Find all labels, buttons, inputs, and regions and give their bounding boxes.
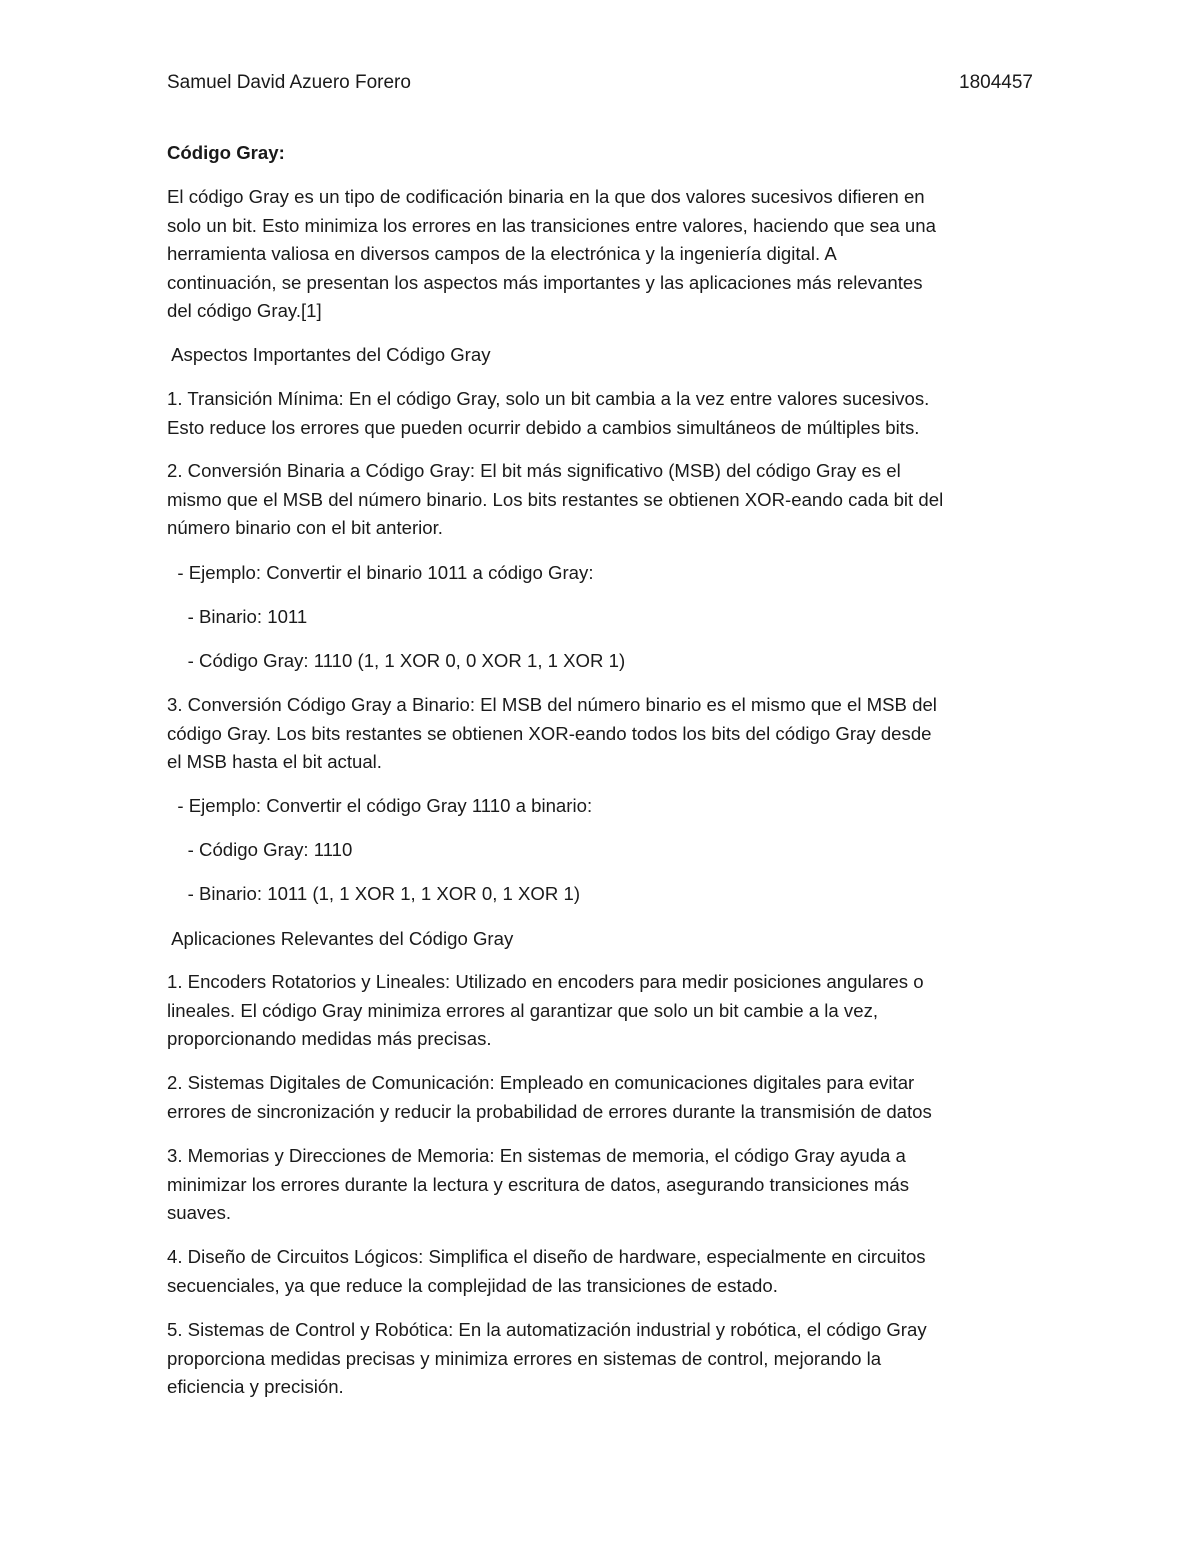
example-2-gray: - Código Gray: 1110 xyxy=(167,839,353,860)
text-line: 3. Memorias y Direcciones de Memoria: En sistemas de memoria, el código Gray ayuda a xyxy=(167,1145,906,1166)
text-line: 2. Sistemas Digitales de Comunicación: Empleado en comunicaciones digitales para evitar xyxy=(167,1072,915,1093)
text-line: 1. Transición Mínima: En el código Gray, solo un bit cambia a la vez entre valores sucesivos. xyxy=(167,388,930,409)
text-line: proporciona medidas precisas y minimiza errores en sistemas de control, mejorando la xyxy=(167,1347,882,1369)
text-line: 3. Conversión Código Gray a Binario: El MSB del número binario es el mismo que el MSB del xyxy=(167,694,937,715)
header-student-id: 1804457 xyxy=(959,72,1033,93)
text-line: 2. Conversión Binaria a Código Gray: El bit más significativo (MSB) del código Gray es el xyxy=(167,460,901,481)
text-line: 5. Sistemas de Control y Robótica: En la automatización industrial y robótica, el código Gray xyxy=(167,1319,927,1340)
text-line: proporcionando medidas más precisas. xyxy=(167,1028,492,1049)
example-1-intro: - Ejemplo: Convertir el binario 1011 a código Gray: xyxy=(167,562,594,583)
aspect-item-2 xyxy=(167,457,1047,543)
text-line: El código Gray es un tipo de codificación binaria en la que dos valores sucesivos difieren en xyxy=(167,186,925,207)
text-line: secuenciales, ya que reduce la complejidad de las transiciones de estado. xyxy=(167,1274,778,1296)
text-line: el MSB hasta el bit actual. xyxy=(167,751,382,772)
text-line: errores de sincronización y reducir la probabilidad de errores durante la transmisión de datos xyxy=(167,1100,932,1122)
text-line: mismo que el MSB del número binario. Los bits restantes se obtienen XOR-eando cada bit del xyxy=(167,488,944,510)
example-2-intro: - Ejemplo: Convertir el código Gray 1110 a binario: xyxy=(167,795,593,816)
text-line: del código Gray.[1] xyxy=(167,300,322,321)
document-title: Código Gray: xyxy=(167,142,285,163)
text-line: minimizar los errores durante la lectura y escritura de datos, asegurando transiciones más xyxy=(167,1173,910,1195)
example-1-gray: - Código Gray: 1110 (1, 1 XOR 0, 0 XOR 1, 1 XOR 1) xyxy=(167,650,626,671)
text-line: herramienta valiosa en diversos campos de la electrónica y la ingeniería digital. A xyxy=(167,243,837,264)
text-line: 4. Diseño de Circuitos Lógicos: Simplifica el diseño de hardware, especialmente en circuitos xyxy=(167,1246,926,1267)
text-line: lineales. El código Gray minimiza errores al garantizar que solo un bit cambie a la vez, xyxy=(167,999,879,1021)
text-line: código Gray. Los bits restantes se obtienen XOR-eando todos los bits del código Gray desde xyxy=(167,722,932,744)
text-line: número binario con el bit anterior. xyxy=(167,517,443,538)
application-item-1 xyxy=(167,968,1047,1054)
application-item-3 xyxy=(167,1142,1047,1228)
example-2-binary: - Binario: 1011 (1, 1 XOR 1, 1 XOR 0, 1 XOR 1) xyxy=(167,883,581,904)
application-item-4 xyxy=(167,1243,1047,1300)
aspect-item-1 xyxy=(167,385,1047,442)
aspects-heading: Aspectos Importantes del Código Gray xyxy=(167,344,491,365)
application-item-5 xyxy=(167,1316,1047,1402)
text-line: continuación, se presentan los aspectos más importantes y las aplicaciones más relevantes xyxy=(167,271,923,293)
applications-heading: Aplicaciones Relevantes del Código Gray xyxy=(167,928,514,949)
aspect-item-3 xyxy=(167,691,1047,777)
intro-paragraph xyxy=(167,183,1047,326)
text-line: Esto reduce los errores que pueden ocurrir debido a cambios simultáneos de múltiples bits. xyxy=(167,416,920,438)
application-item-2 xyxy=(167,1069,1047,1126)
text-line: solo un bit. Esto minimiza los errores en las transiciones entre valores, haciendo que sea una xyxy=(167,214,936,236)
text-line: 1. Encoders Rotatorios y Lineales: Utilizado en encoders para medir posiciones angulares o xyxy=(167,971,924,992)
text-line: eficiencia y precisión. xyxy=(167,1376,344,1397)
example-1-binary: - Binario: 1011 xyxy=(167,606,308,627)
header-author: Samuel David Azuero Forero xyxy=(167,72,411,93)
text-line: suaves. xyxy=(167,1202,232,1223)
